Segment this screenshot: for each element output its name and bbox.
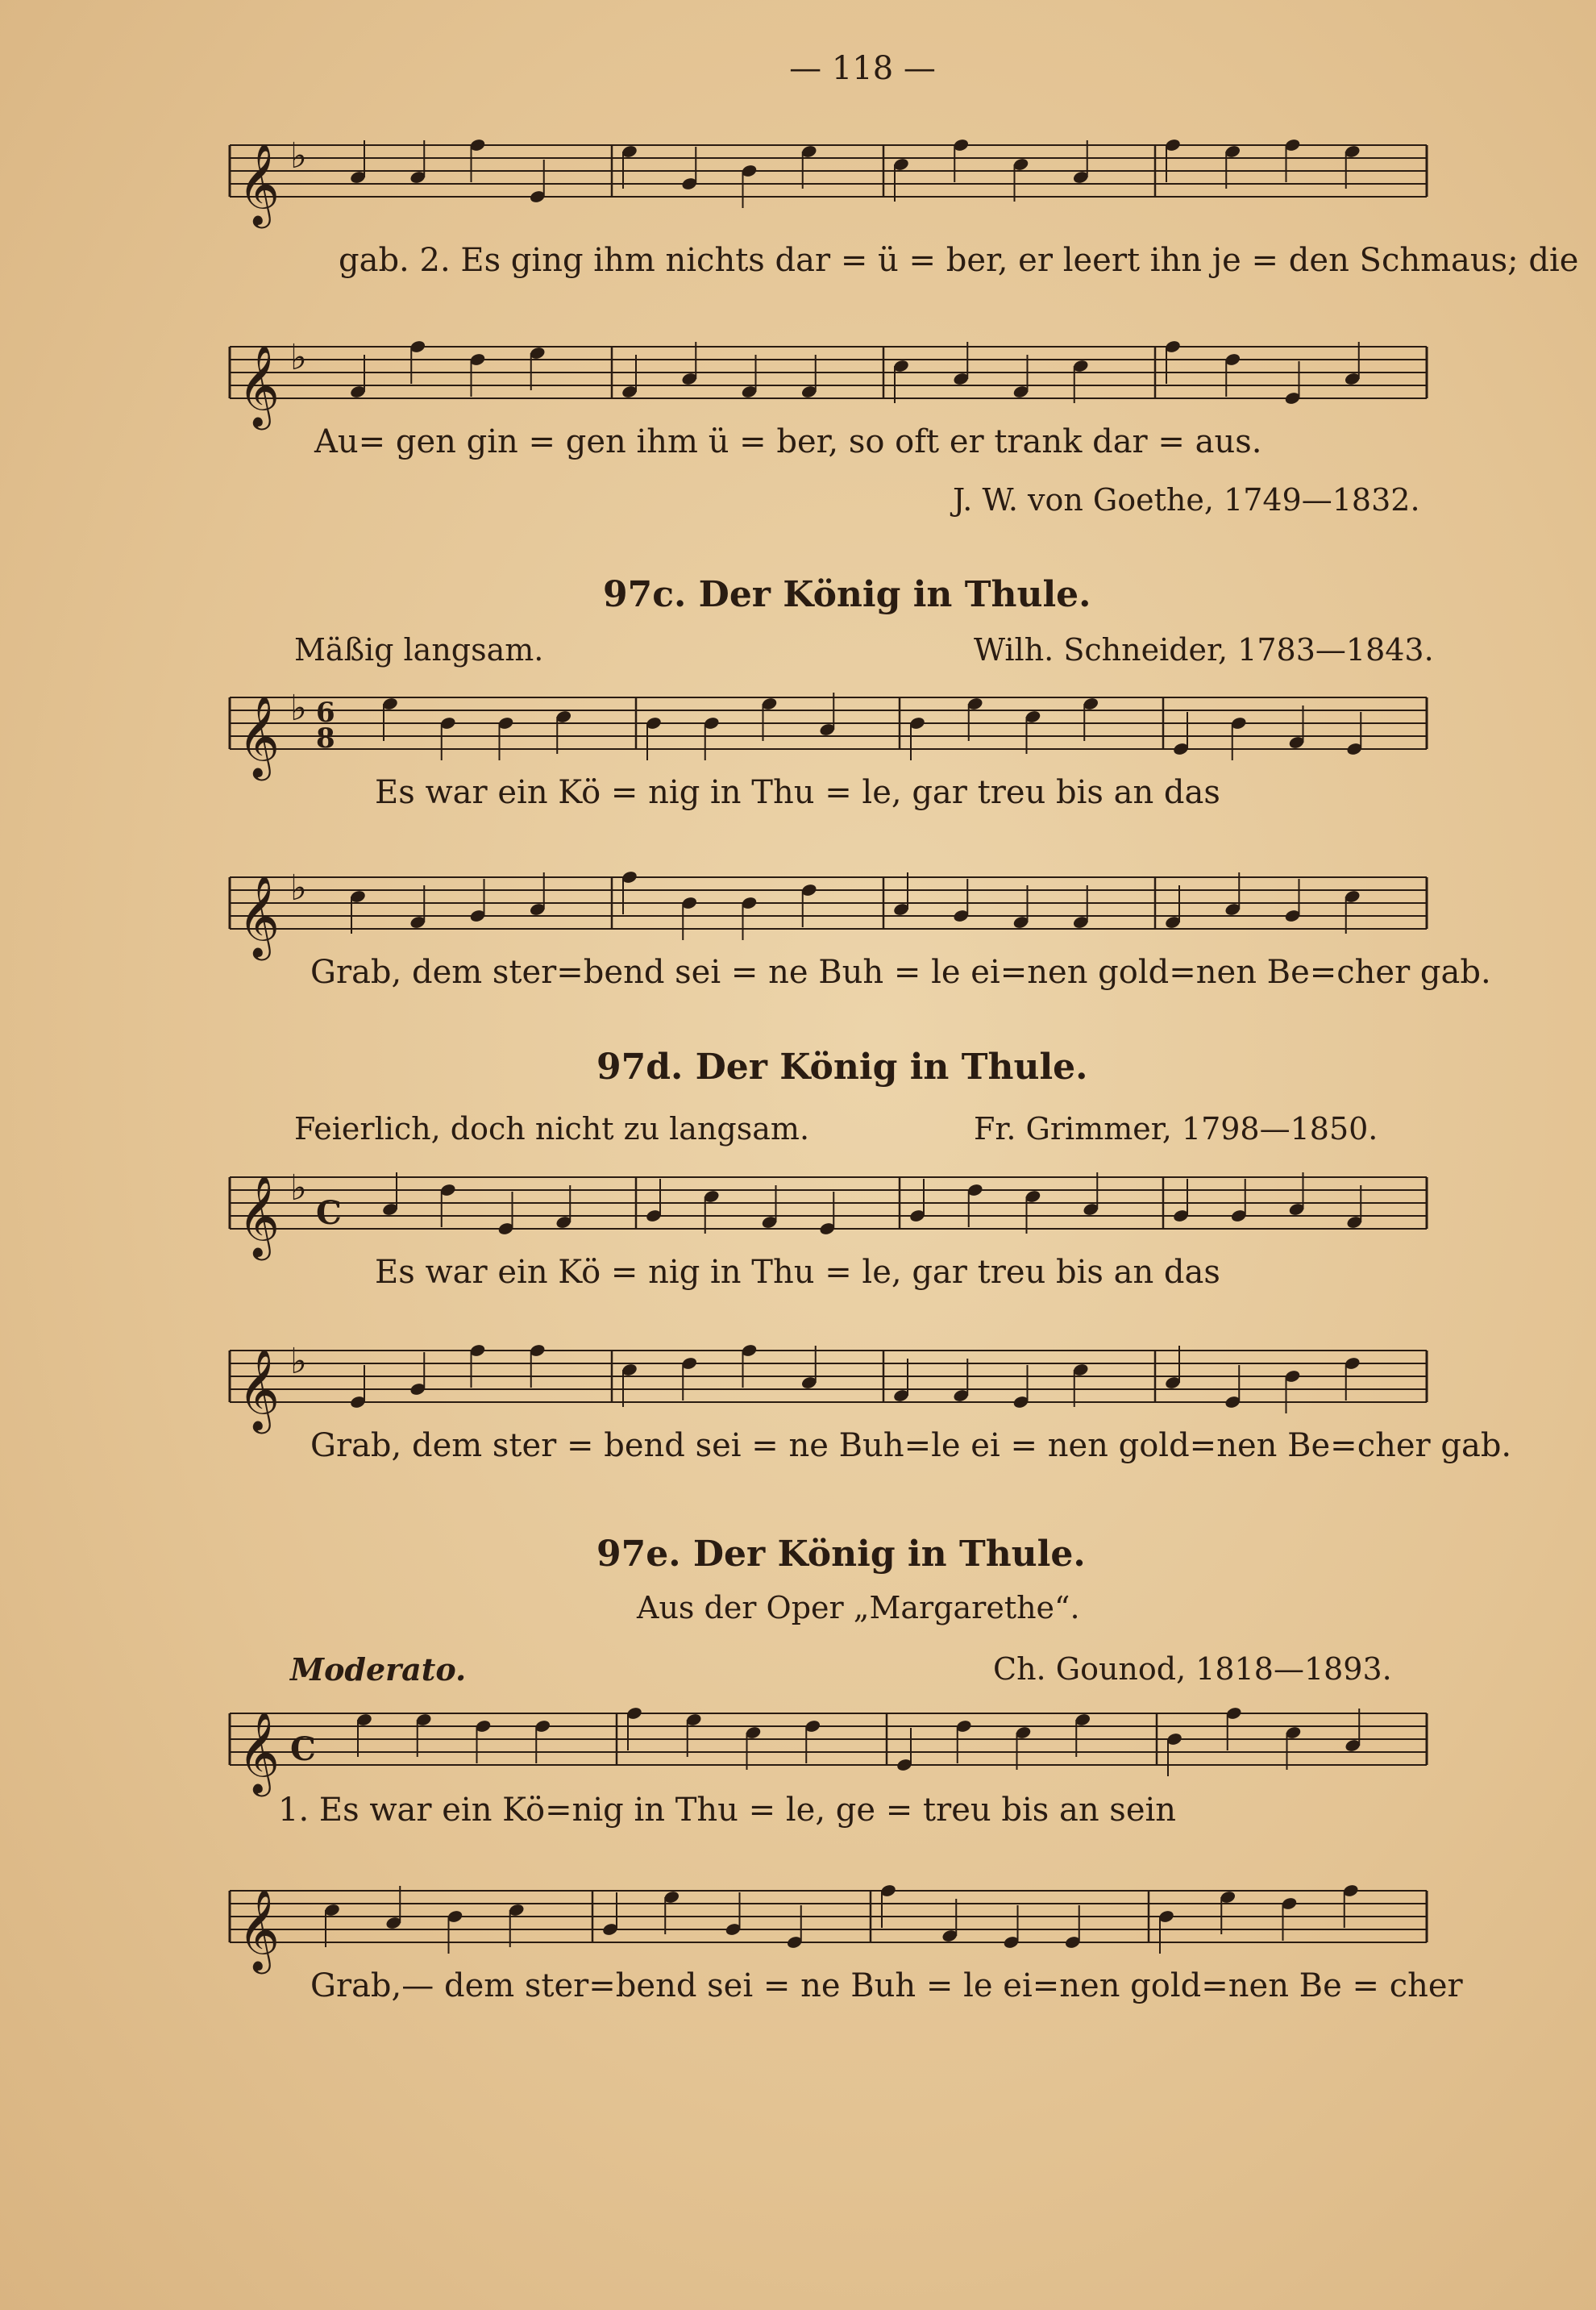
music-staff bbox=[230, 1697, 1427, 1793]
page-number: — 118 — bbox=[789, 50, 936, 87]
song-title: 97e. Der König in Thule. bbox=[596, 1534, 1086, 1575]
composer-credit: Fr. Grimmer, 1798—1850. bbox=[974, 1111, 1378, 1147]
treble-clef-icon: 𝄞 bbox=[238, 142, 281, 225]
staff-svg bbox=[230, 681, 1427, 777]
song-title: 97d. Der König in Thule. bbox=[596, 1047, 1088, 1088]
lyrics-line: gab. 2. Es ging ihm nichts dar = ü = ber, er leert ihn je = den Schmaus; die bbox=[339, 242, 1579, 279]
music-staff bbox=[230, 1334, 1427, 1430]
tempo-marking: Feierlich, doch nicht zu langsam. bbox=[294, 1111, 810, 1147]
treble-clef-icon: 𝄞 bbox=[238, 1710, 281, 1793]
music-staff bbox=[230, 331, 1427, 427]
tempo-marking: Mäßig langsam. bbox=[294, 632, 544, 668]
treble-clef-icon: 𝄞 bbox=[238, 1888, 281, 1971]
staff-svg bbox=[230, 1334, 1427, 1430]
flat-icon: ♭ bbox=[290, 337, 307, 378]
lyrics-line: Grab, dem ster=bend sei = ne Buh = le ei=nen gold=nen Be=cher gab. bbox=[310, 954, 1491, 991]
flat-icon: ♭ bbox=[290, 1167, 307, 1209]
time-signature: 8 bbox=[316, 722, 335, 755]
music-staff bbox=[230, 1875, 1427, 1971]
staff-svg bbox=[230, 331, 1427, 427]
lyrics-line: Au= gen gin = gen ihm ü = ber, so oft er trank dar = aus. bbox=[314, 423, 1262, 460]
treble-clef-icon: 𝄞 bbox=[238, 343, 281, 427]
time-signature: C bbox=[316, 1194, 342, 1232]
staff-svg bbox=[230, 861, 1427, 957]
lyrics-line: 1. Es war ein Kö=nig in Thu = le, ge = treu bis an sein bbox=[278, 1792, 1177, 1829]
treble-clef-icon: 𝄞 bbox=[238, 1174, 281, 1257]
song-title: 97c. Der König in Thule. bbox=[603, 574, 1091, 615]
lyrics-line: Es war ein Kö = nig in Thu = le, gar treu bis an das bbox=[375, 1254, 1220, 1291]
flat-icon: ♭ bbox=[290, 1341, 307, 1382]
composer-credit: Ch. Gounod, 1818—1893. bbox=[993, 1651, 1392, 1687]
music-staff bbox=[230, 129, 1427, 225]
tempo-marking: Moderato. bbox=[290, 1651, 467, 1688]
staff-svg bbox=[230, 1161, 1427, 1257]
lyrics-line: Grab, dem ster = bend sei = ne Buh=le ei = nen gold=nen Be=cher gab. bbox=[310, 1427, 1512, 1464]
time-signature: 6 bbox=[316, 697, 335, 729]
staff-svg bbox=[230, 1875, 1427, 1971]
music-staff bbox=[230, 681, 1427, 777]
music-staff bbox=[230, 1161, 1427, 1257]
treble-clef-icon: 𝄞 bbox=[238, 694, 281, 777]
time-signature: C bbox=[290, 1730, 316, 1768]
treble-clef-icon: 𝄞 bbox=[238, 874, 281, 957]
song-subtitle: Aus der Oper „Margarethe“. bbox=[637, 1590, 1080, 1625]
lyrics-line: Es war ein Kö = nig in Thu = le, gar treu bis an das bbox=[375, 774, 1220, 811]
flat-icon: ♭ bbox=[290, 135, 307, 177]
flat-icon: ♭ bbox=[290, 868, 307, 909]
staff-svg bbox=[230, 1697, 1427, 1793]
music-staff bbox=[230, 861, 1427, 957]
lyricist-credit: J. W. von Goethe, 1749—1832. bbox=[953, 482, 1420, 518]
composer-credit: Wilh. Schneider, 1783—1843. bbox=[974, 632, 1434, 668]
treble-clef-icon: 𝄞 bbox=[238, 1347, 281, 1430]
staff-svg bbox=[230, 129, 1427, 225]
lyrics-line: Grab,— dem ster=bend sei = ne Buh = le ei=nen gold=nen Be = cher bbox=[310, 1967, 1463, 2004]
flat-icon: ♭ bbox=[290, 688, 307, 729]
